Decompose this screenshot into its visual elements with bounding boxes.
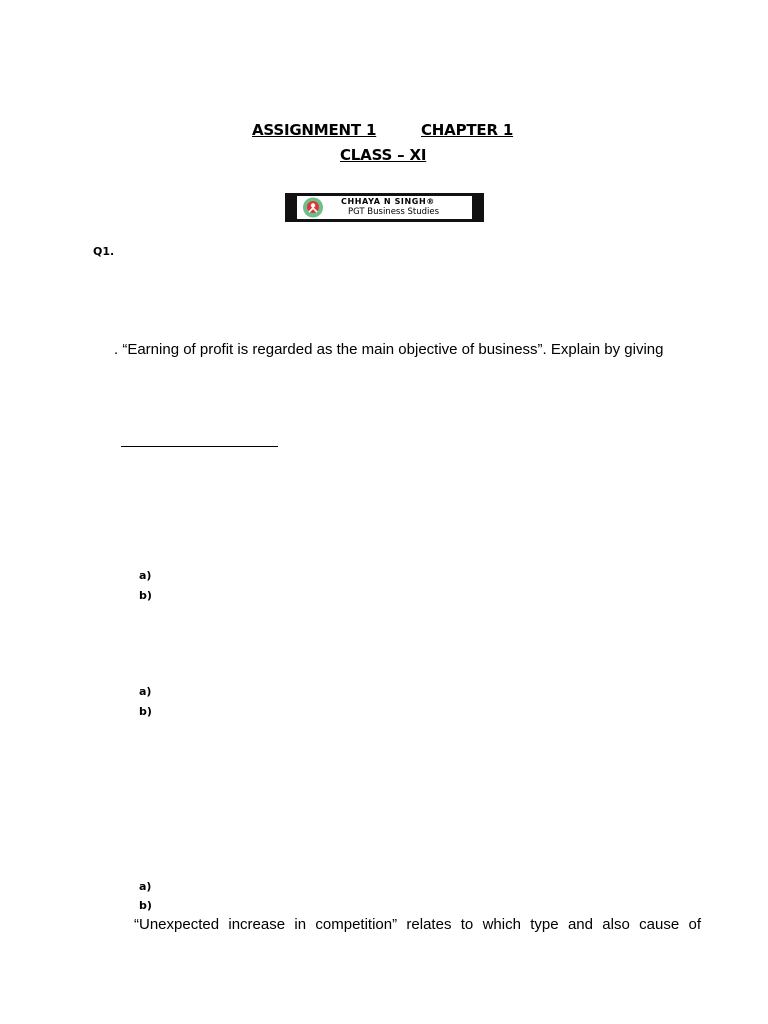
option-b-label: b)	[139, 589, 152, 602]
chapter-title: CHAPTER 1	[421, 121, 514, 139]
logo-inner	[297, 196, 472, 219]
logo-name: CHHAYA N SINGH®	[341, 197, 435, 206]
question-1-label: Q1.	[93, 245, 115, 258]
logo-subtitle: PGT Business Studies	[348, 207, 440, 217]
class-title: CLASS – XI	[340, 146, 427, 164]
logo-banner	[285, 193, 484, 222]
question-competition-text: “Unexpected increase in competition” relates to which type and also cause of	[134, 916, 701, 933]
emblem-icon	[302, 197, 324, 218]
answer-blank-line	[121, 446, 278, 447]
assignment-title: ASSIGNMENT 1	[252, 121, 377, 139]
option-b-label: b)	[139, 705, 152, 718]
option-a-label: a)	[139, 880, 152, 893]
question-1-text: . “Earning of profit is regarded as the main objective of business”. Explain by giving	[114, 341, 664, 358]
option-a-label: a)	[139, 569, 152, 582]
option-a-label: a)	[139, 685, 152, 698]
option-b-label: b)	[139, 899, 152, 912]
